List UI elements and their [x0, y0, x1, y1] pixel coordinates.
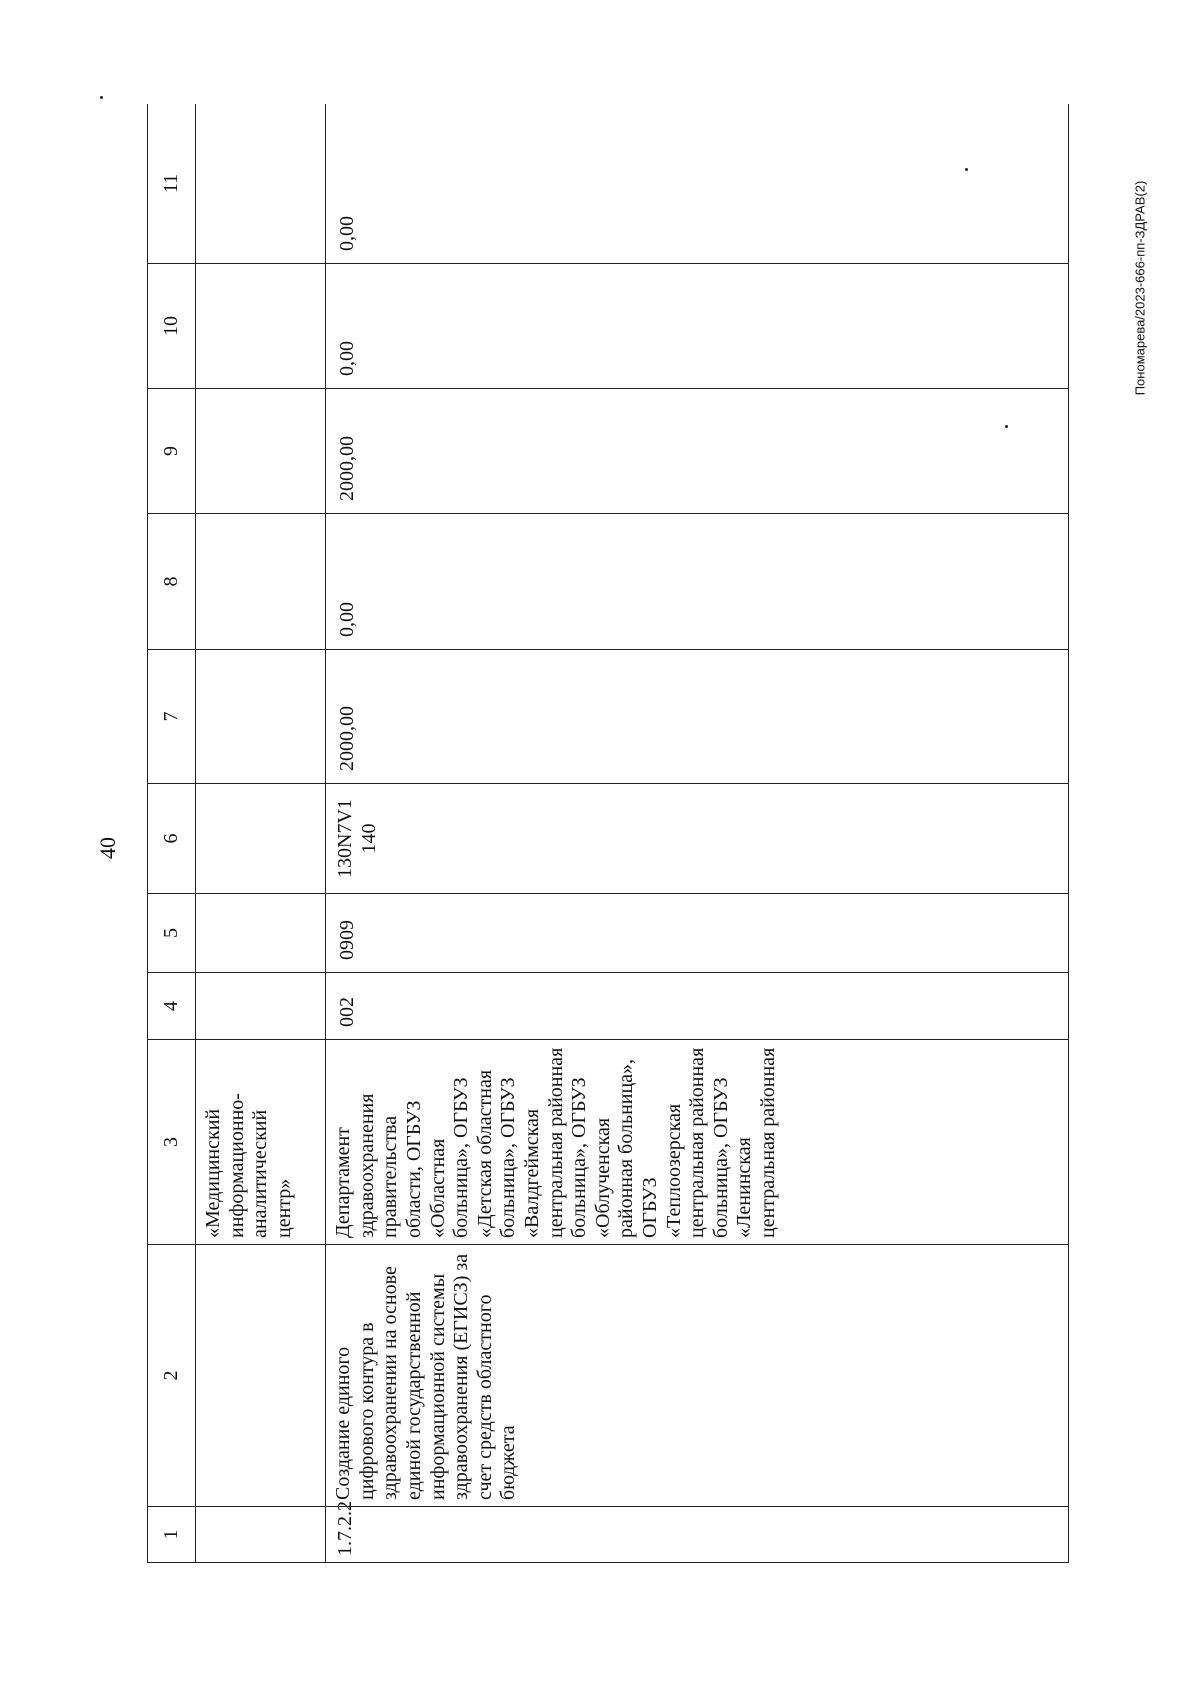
column-header-10: 10: [148, 264, 196, 389]
amount-col8-cell: 0,00: [326, 514, 1069, 650]
budget-table-rotated: [147, 104, 1069, 1563]
budget-table: [147, 104, 1069, 1563]
column-header-4: 4: [148, 973, 196, 1040]
rzpr-cell: 0909: [326, 894, 1069, 973]
column-header-2: 2: [148, 1245, 196, 1507]
cell-empty: [196, 104, 326, 264]
document-footer-code: Пономарева/2023-666-пп-ЗДРАВ(2): [1132, 180, 1148, 396]
csr-cell: 130N7V1 140: [326, 784, 1069, 894]
cell-empty: [196, 514, 326, 650]
cell-empty: [196, 1507, 326, 1563]
cell-empty: [196, 264, 326, 389]
cell-empty: [196, 784, 326, 894]
column-header-5: 5: [148, 894, 196, 973]
column-number-row: [148, 104, 196, 1563]
budget-table-frame: [147, 104, 1069, 1563]
column-header-1: 1: [148, 1507, 196, 1563]
table-row: [326, 104, 1069, 1563]
column-header-3: 3: [148, 1040, 196, 1245]
grbs-cell: 002: [326, 973, 1069, 1040]
column-header-8: 8: [148, 514, 196, 650]
amount-col10-cell: 0,00: [326, 264, 1069, 389]
cell-empty: [196, 1245, 326, 1507]
page-number: 40: [95, 837, 120, 859]
amount-col9-cell: 2000,00: [326, 389, 1069, 514]
total-amount-cell: 2000,00: [326, 650, 1069, 784]
executor-cell: Департамент здравоохранения правительства области, ОГБУЗ «Областная больница», ОГБУЗ «Детская областная больница», ОГБУЗ «Валдгеймская центральная районная больница», ОГБУЗ «Облученская районная больница», ОГБУЗ «Теплоозерская центральная районная больница», ОГБУЗ «Ленинская центральная районная: [326, 1040, 1069, 1245]
cell-empty: [196, 650, 326, 784]
executor-continuation-cell: «Медицинский информационно-аналитический центр»: [196, 1040, 326, 1245]
continuation-row: [196, 104, 326, 1563]
cell-empty: [196, 389, 326, 514]
item-name-cell: Создание единого цифрового контура в здравоохранении на основе единой государственной информационной системы здравоохранения (ЕГИСЗ) за счет средств областного бюджета: [326, 1245, 1069, 1507]
cell-empty: [196, 894, 326, 973]
cell-empty: [196, 973, 326, 1040]
scan-speck: [100, 96, 103, 99]
column-header-9: 9: [148, 389, 196, 514]
item-code-cell: 1.7.2.2: [326, 1507, 1069, 1563]
column-header-11: 11: [148, 104, 196, 264]
amount-col11-cell: 0,00: [326, 104, 1069, 264]
column-header-7: 7: [148, 650, 196, 784]
column-header-6: 6: [148, 784, 196, 894]
